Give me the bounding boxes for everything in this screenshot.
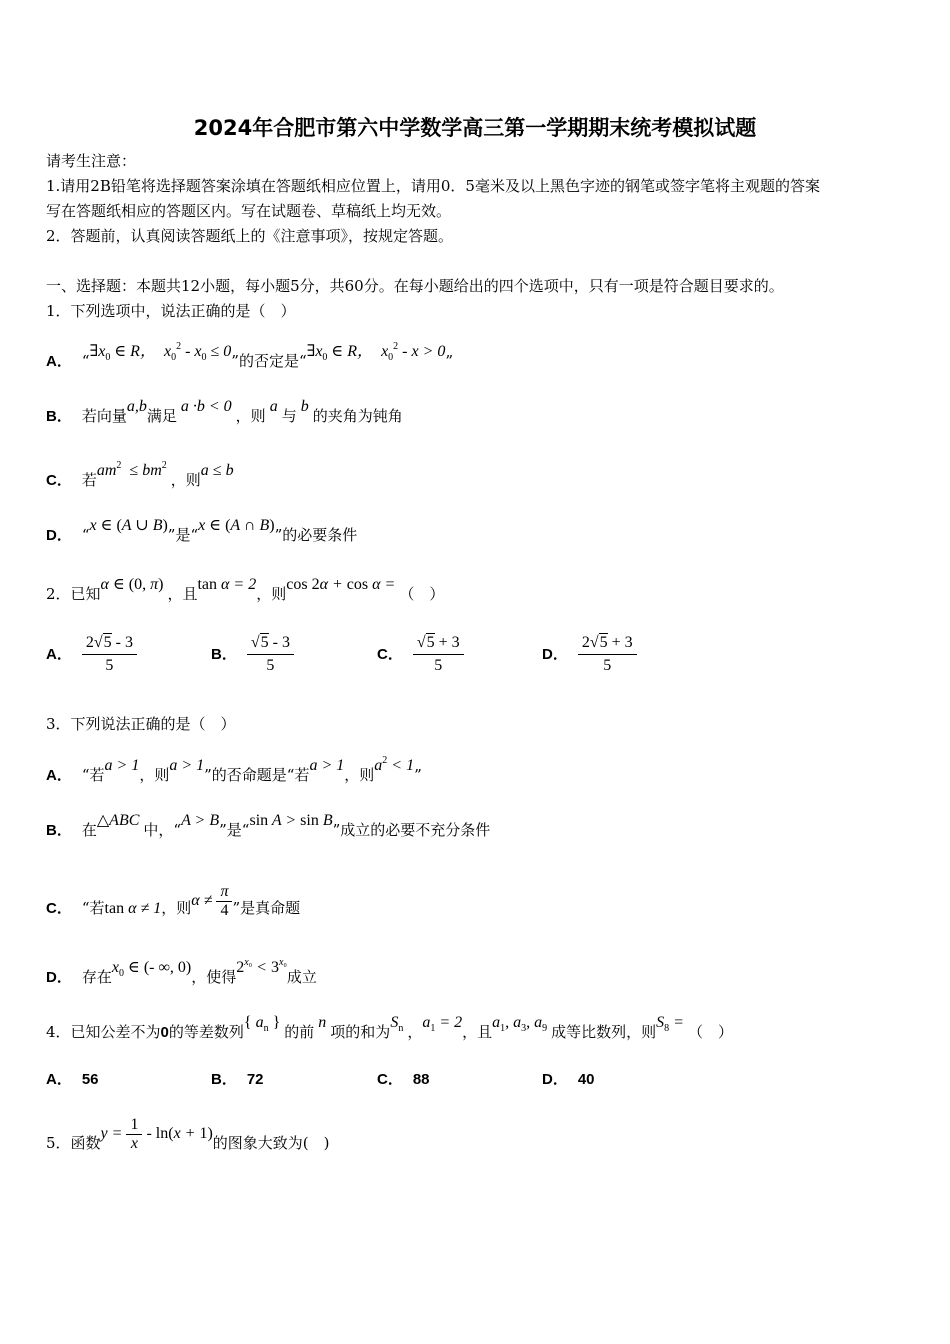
q1-option-d: D． “x ∈ (A ∪ B)”是“x ∈ (A ∩ B)”的必要条件 <box>46 517 358 544</box>
q2-option-d <box>542 632 637 677</box>
notice-line-2: 写在答题纸相应的答题区内。写在试题卷、草稿纸上均无效。 <box>46 202 452 220</box>
math-expression: cos 2α + cos α = <box>286 576 400 593</box>
math-expression: tan α ≠ 1 <box>104 900 162 918</box>
option-label: A． <box>46 645 72 663</box>
option-label: D． <box>542 645 568 663</box>
math-expression: $a^2 < 1$ <box>374 755 415 774</box>
math-expression: $a_1$, $a_3$, $a_9$ <box>492 1014 548 1034</box>
q5-stem: 5．函数y = $\frac{1}{x}$ - ln(x + 1)的图象大致为( ) <box>46 1116 330 1153</box>
math-expression: $x_0$ ∈ (- ∞, 0) <box>111 959 192 979</box>
math-expression: sin A > sin B <box>249 812 333 829</box>
q1-option-a: A． “$\exists x_0$ ∈ R， $x_0^2 - x_0 \le 0$”的否定是“$\exists x_0$ ∈ R， $x_0^2 - x > 0$” <box>46 341 454 370</box>
math-expression: a <box>265 398 282 415</box>
option-label: A． <box>46 767 72 784</box>
option-label: D． <box>46 527 72 544</box>
math-expression: △ABC <box>96 812 144 829</box>
math-expression: a > 1 <box>169 757 205 774</box>
math-expression: a > 1 <box>309 757 345 774</box>
q4-option-b: B． 72 <box>211 1071 264 1088</box>
math-expression: tan α = 2 <box>197 576 257 593</box>
math-expression: A > B <box>181 812 220 829</box>
math-expression: { $a_n$ } <box>243 1014 281 1034</box>
math-expression: a ≤ b <box>200 462 234 479</box>
math-expression: $am^2 \le bm^2$ <box>96 460 167 479</box>
math-expression: a > 1 <box>104 757 140 774</box>
q3-stem: 3．下列说法正确的是（ ） <box>46 715 236 733</box>
math-fraction: $\frac{√5 + 3}{5}$ <box>413 632 464 677</box>
q2-option-b <box>211 632 294 677</box>
math-expression: $S_n$ <box>390 1014 404 1034</box>
option-label: A． <box>46 1071 72 1088</box>
math-expression: $S_8$ = <box>656 1014 688 1034</box>
option-label: B． <box>211 1071 237 1088</box>
q1-option-c: C． 若$am^2 \le bm^2$ ，则a ≤ b <box>46 460 234 489</box>
option-label: C． <box>46 900 72 918</box>
math-expression: a,b <box>126 398 147 415</box>
q4-stem: 4．已知公差不为0的等差数列{ $a_n$ } 的前 n 项的和为$S_n$ ，$a_1 = 2$，且$a_1$, $a_3$, $a_9$ 成等比数列，则$S_8$ = （ ） <box>46 1014 733 1041</box>
math-fraction: $\frac{√5 - 3}{5}$ <box>247 632 294 677</box>
math-expression: α ∈ (0, π) <box>100 576 164 593</box>
math-expression: a ·b < 0 <box>176 398 236 415</box>
section-heading: 一、选择题：本题共12小题，每小题5分，共60分。在每小题给出的四个选项中，只有一项是符合题目要求的。 <box>46 277 784 295</box>
q3-option-b: B． 在△ABC 中，“A > B”是“sin A > sin B”成立的必要不充分条件 <box>46 812 491 839</box>
math-expression: x ∈ (A ∪ B) <box>89 517 168 534</box>
option-label: C． <box>377 645 403 663</box>
q4-option-a: A． 56 <box>46 1071 99 1088</box>
option-label: B． <box>46 408 72 425</box>
math-expression: y = $\frac{1}{x}$ - ln(x + 1) <box>100 1116 213 1152</box>
math-expression: $2^{x_0} < 3^{x_0}$ <box>236 957 287 976</box>
q3-option-c: C． “若tan α ≠ 1，则α ≠ $\frac{\pi}{4}$ ”是真命题 <box>46 883 301 919</box>
q1-stem: 1．下列选项中，说法正确的是（ ） <box>46 302 296 320</box>
math-expression: n <box>314 1014 331 1031</box>
math-fraction: $\frac{2√5 - 3}{5}$ <box>82 632 137 677</box>
q3-option-d: D． 存在$x_0$ ∈ (- ∞, 0)，使得$2^{x_0} < 3^{x_0}$成立 <box>46 957 317 986</box>
q2-option-a <box>46 632 137 677</box>
math-expression: α ≠ $\frac{\pi}{4}$ <box>191 892 232 909</box>
q4-option-d: D． 40 <box>542 1071 595 1088</box>
option-label: C． <box>46 472 72 489</box>
notice-line-3: 2．答题前，认真阅读答题纸上的《注意事项》，按规定答题。 <box>46 227 454 245</box>
math-expression: $\exists x_0$ ∈ R， $x_0^2 - x > 0$ <box>306 341 446 363</box>
option-label: B． <box>46 822 72 839</box>
page-title: 2024年合肥市第六中学数学高三第一学期期末统考模拟试题 <box>193 116 757 140</box>
option-label: A． <box>46 353 72 370</box>
math-expression: $a_1 = 2$ <box>422 1014 463 1034</box>
math-expression: x ∈ (A ∩ B) <box>198 517 275 534</box>
option-label: D． <box>542 1071 568 1088</box>
q3-option-a: A． “若a > 1，则a > 1”的否命题是“若a > 1，则$a^2 < 1$” <box>46 755 422 784</box>
option-label: D． <box>46 969 72 986</box>
q1-option-b: B． 若向量a,b满足 a ·b < 0 ，则 a 与 b 的夹角为钝角 <box>46 398 403 425</box>
notice-heading: 请考生注意： <box>46 152 137 170</box>
math-expression: b <box>296 398 313 415</box>
notice-line-1: 1.请用2B铅笔将选择题答案涂填在答题纸相应位置上，请用0．5毫米及以上黑色字迹的钢笔或签字笔将主观题的答案 <box>46 177 820 195</box>
option-label: B． <box>211 645 237 663</box>
math-expression: $\exists x_0$ ∈ R， $x_0^2 - x_0 \le 0$ <box>89 341 232 363</box>
option-label: C． <box>377 1071 403 1088</box>
math-fraction: $\frac{2√5 + 3}{5}$ <box>578 632 637 677</box>
q2-option-c <box>377 632 464 677</box>
q4-option-c: C． 88 <box>377 1071 430 1088</box>
q2-stem: 2．已知α ∈ (0, π) ，且tan α = 2，则cos 2α + cos α = （ ） <box>46 576 445 603</box>
